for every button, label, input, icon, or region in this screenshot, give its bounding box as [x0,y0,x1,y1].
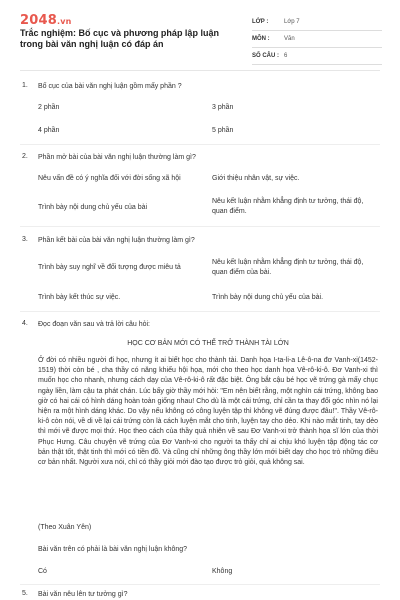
answer-option[interactable]: Nêu kết luận nhằm khẳng định tư tưởng, thái độ, quan điểm của bài. [212,259,364,276]
question-text: Phần kết bài của bài văn nghị luận thường làm gì? [38,237,195,244]
answer-option[interactable]: Nêu kết luận nhằm khẳng định tư tưởng, thái độ, quan điểm. [212,198,364,215]
meta-row-subject [252,31,382,48]
question-divider [20,584,380,585]
meta-key: MÔN : [252,36,270,42]
answer-option[interactable]: 5 phần [212,127,234,134]
meta-value: Lớp 7 [284,19,300,25]
question-divider [20,311,380,312]
reading-passage: Ở đời có nhiều người đi học, nhưng ít ai biết học cho thành tài. Danh họa I-ta-li-a Lê-ô-na đơ Vanh-xi(1452-1519) thời còn bé , cha thầy có năng khiếu hội họa, mới cho theo học danh họa Vê-rô-ki-ô. Đơ Vanh-xi thì muốn học cho nhanh, nhưng cách dạy của Vê-rô-ki-ô rất đặc biệt. Ông bắt cậu bé học vẽ trứng gà mấy chục ngày liền, làm cậu ta phát chán. Lúc bấy giờ thầy mới hỏi: "Em nên biết rằng, một nghìn cái trứng, không bao giờ có hai cái có hình dáng hoàn toàn giống nhau! Cho dù là một cái trứng, chỉ cần ta thay đổi góc nhìn nó lại hiện ra một hình dáng khác. Do vậy nếu không có công luyện tập thì không vẽ đúng được đâu!". Thầy Vê-rô-ki-ô còn nói, về di về lại cái trứng còn là cách luyện mắt cho tinh, luyện tay cho dẻo. Khi nào mắt tinh, tay dẻo thì mới vẽ được mọi thứ. Học theo cách của thầy quả nhiên về sau Đơ Vanh-xi trở thành họa sĩ lớn của thời Phục Hưng. Câu chuyện vẽ trứng của Đơ Vanh-xi cho người ta thấy chỉ ai chịu khó luyện tập động tác cơ bản thật tốt, thật tinh thì mới có tiền đồ. Và cũng chỉ những ông thầy lớn mới biết dạy cho học trò những điều cơ bản nhất. Người xưa nói, chỉ có thầy giỏi mới đào tạo được trò giỏi, quả không sai. [38,357,378,467]
sub-question-text: Bài văn trên có phải là bài văn nghị luận không? [38,546,188,553]
question-number: 5. [22,590,28,597]
question-number: 2. [22,153,28,160]
answer-option[interactable]: Không [212,568,233,575]
passage-source: (Theo Xuân Yên) [38,524,92,531]
question-text: Đọc đoạn văn sau và trả lời câu hỏi: [38,321,150,328]
document-header [0,0,400,64]
question-number: 4. [22,320,28,327]
question-text: Bài văn nêu lên tư tưởng gì? [38,591,128,598]
site-logo[interactable]: 2048.vn [20,13,72,28]
meta-row-class [252,14,382,31]
answer-option[interactable]: Nêu vấn đề có ý nghĩa đối với đời sống xã hội [38,175,181,182]
answer-option[interactable]: 2 phần [38,104,60,111]
answer-option[interactable]: 4 phần [38,127,60,134]
answer-option[interactable]: Có [38,568,47,575]
answer-option[interactable]: 3 phần [212,104,234,111]
meta-info [252,14,382,65]
answer-option[interactable]: Trình bày nội dung chủ yếu của bài [38,204,148,211]
meta-key: LỚP : [252,19,269,25]
header-divider [20,70,380,71]
passage-title: HỌC CƠ BẢN MỚI CÓ THỂ TRỞ THÀNH TÀI LỚN [127,340,289,347]
page-title: Trắc nghiệm: Bố cục và phương pháp lập luận trong bài văn nghị luận có đáp án [20,28,219,49]
question-text: Bố cục của bài văn nghị luận gồm mấy phần ? [38,83,182,90]
question-number: 1. [22,82,28,89]
question-number: 3. [22,236,28,243]
question-text: Phần mở bài của bài văn nghị luận thường làm gì? [38,154,196,161]
answer-option[interactable]: Trình bày suy nghĩ về đối tượng được miêu tả [38,264,181,271]
meta-key: SỐ CÂU : [252,53,279,59]
question-divider [20,144,380,145]
meta-value: 6 [284,53,288,59]
question-divider [20,226,380,227]
answer-option[interactable]: Giới thiệu nhân vật, sự việc. [212,175,300,182]
meta-row-count [252,48,382,65]
answer-option[interactable]: Trình bày kết thúc sự việc. [38,294,121,301]
answer-option[interactable]: Trình bày nội dung chủ yếu của bài. [212,294,324,301]
meta-value: Văn [284,36,295,42]
